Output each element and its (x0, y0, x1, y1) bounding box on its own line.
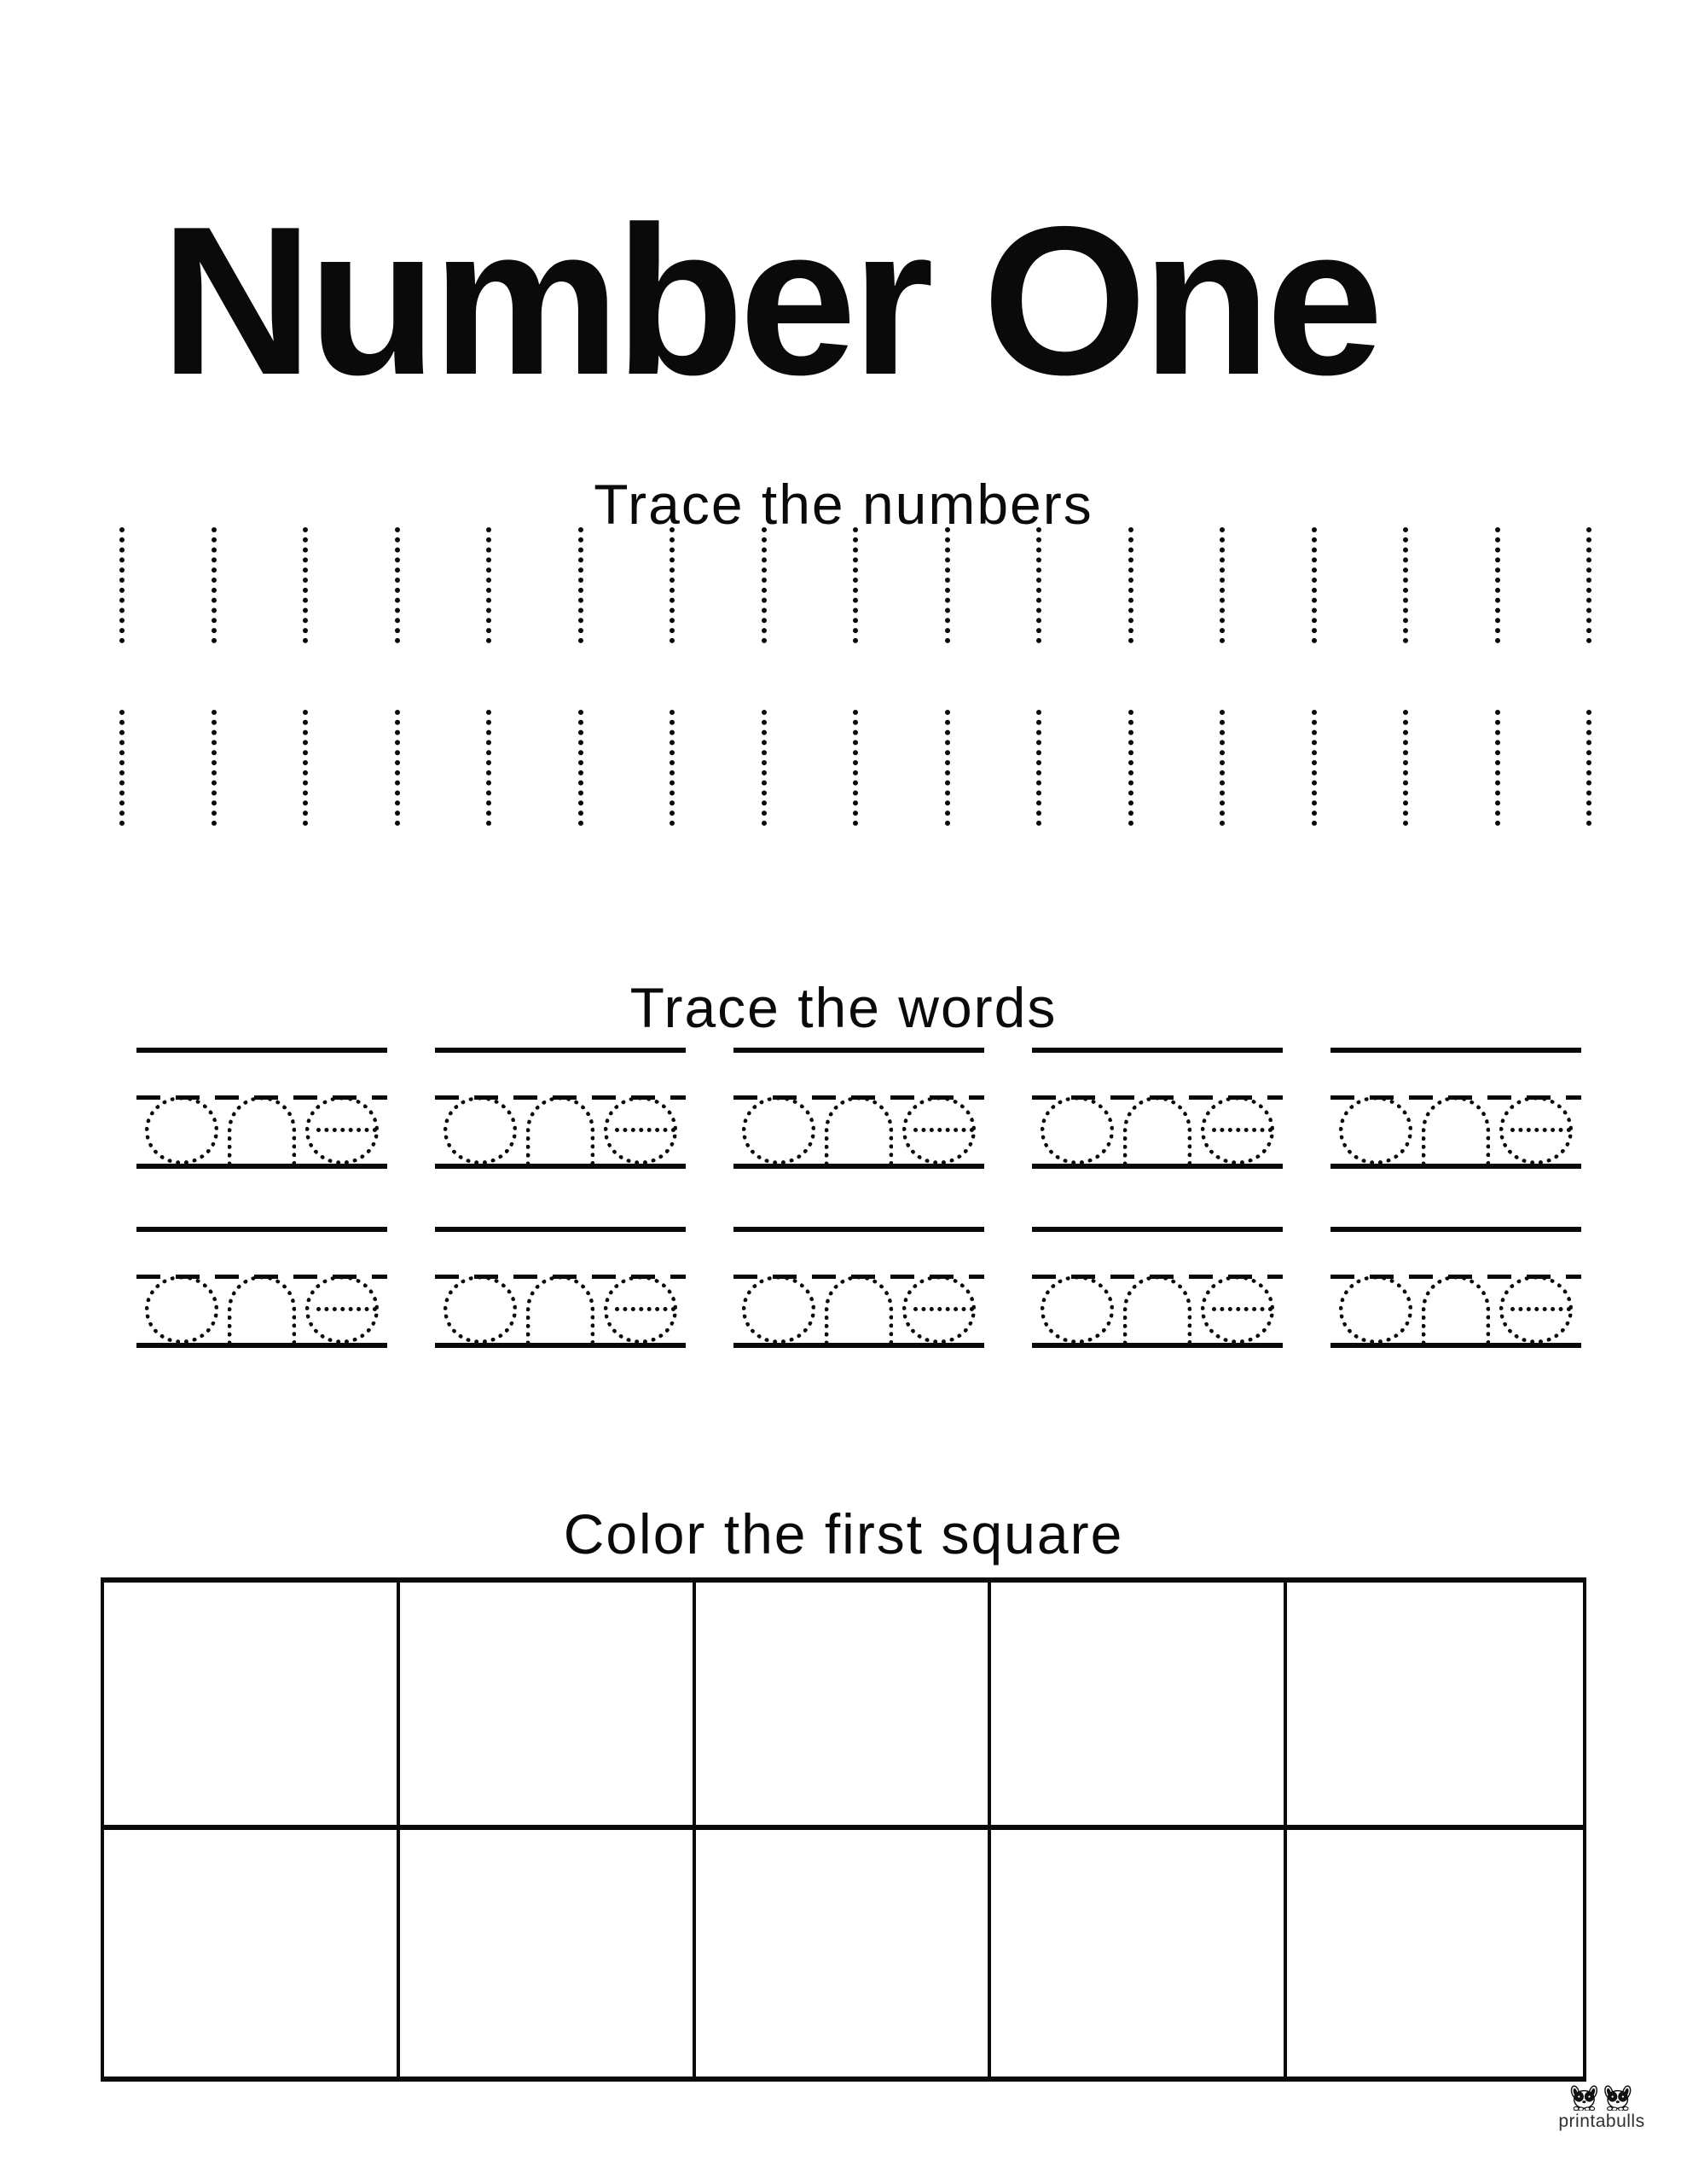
grid-square[interactable] (104, 1583, 400, 1830)
trace-number-line[interactable] (1403, 710, 1408, 826)
dotted-letter-n (1123, 1096, 1191, 1165)
trace-number-line[interactable] (1586, 710, 1591, 826)
writing-guide-top-line (1330, 1227, 1581, 1232)
dotted-word (138, 1275, 386, 1344)
dotted-letter-e (305, 1096, 379, 1165)
letter-e-bar (1510, 1128, 1571, 1132)
trace-number-line[interactable] (1036, 527, 1041, 643)
dotted-word (1034, 1096, 1281, 1165)
trace-word-cell[interactable] (435, 1048, 686, 1169)
trace-number-line[interactable] (395, 527, 400, 643)
writing-guide-top-line (1032, 1048, 1283, 1053)
word-trace-row (136, 1227, 1581, 1348)
dotted-letter-e (1499, 1275, 1573, 1344)
trace-number-line[interactable] (945, 710, 950, 826)
trace-number-line[interactable] (1495, 527, 1500, 643)
trace-number-line[interactable] (853, 710, 858, 826)
trace-word-cell[interactable] (136, 1048, 387, 1169)
writing-guide-bottom-line (733, 1164, 984, 1169)
dotted-letter-e (902, 1275, 976, 1344)
dotted-letter-o (742, 1096, 815, 1165)
trace-number-line[interactable] (303, 527, 308, 643)
writing-guide-top-line (1330, 1048, 1581, 1053)
trace-number-line[interactable] (395, 710, 400, 826)
dotted-letter-n (526, 1275, 594, 1344)
dotted-letter-o (1339, 1096, 1412, 1165)
trace-number-line[interactable] (1312, 710, 1317, 826)
dotted-letter-e (604, 1096, 677, 1165)
grid-square[interactable] (696, 1830, 992, 2077)
letter-e-bar (615, 1128, 675, 1132)
dotted-letter-n (825, 1096, 893, 1165)
trace-number-line[interactable] (945, 527, 950, 643)
writing-guide-top-line (136, 1048, 387, 1053)
letter-e-bar (615, 1307, 675, 1311)
trace-word-cell[interactable] (435, 1227, 686, 1348)
trace-number-line[interactable] (1220, 527, 1225, 643)
dotted-letter-o (443, 1096, 517, 1165)
dotted-letter-o (1339, 1275, 1412, 1344)
word-trace-row (136, 1048, 1581, 1169)
dotted-letter-n (1422, 1096, 1490, 1165)
trace-number-line[interactable] (670, 710, 675, 826)
trace-number-line[interactable] (853, 527, 858, 643)
dotted-letter-e (1499, 1096, 1573, 1165)
trace-word-cell[interactable] (1330, 1227, 1581, 1348)
grid-square[interactable] (1287, 1830, 1583, 2077)
number-trace-row (119, 527, 1591, 643)
grid-square[interactable] (696, 1583, 992, 1830)
trace-number-line[interactable] (1312, 527, 1317, 643)
dotted-letter-e (604, 1275, 677, 1344)
dotted-word (1332, 1275, 1580, 1344)
dotted-word (735, 1096, 983, 1165)
writing-guide-bottom-line (733, 1343, 984, 1348)
dotted-word (1332, 1096, 1580, 1165)
dotted-letter-e (1201, 1275, 1274, 1344)
writing-guide-bottom-line (136, 1343, 387, 1348)
letter-e-bar (316, 1307, 377, 1311)
writing-guide-bottom-line (136, 1164, 387, 1169)
dotted-letter-o (145, 1275, 218, 1344)
trace-number-line[interactable] (1220, 710, 1225, 826)
writing-guide-top-line (435, 1227, 686, 1232)
dotted-letter-e (305, 1275, 379, 1344)
words-section-heading: Trace the words (629, 975, 1058, 1039)
letter-e-bar (913, 1128, 974, 1132)
letter-e-bar (1212, 1307, 1272, 1311)
dotted-letter-n (825, 1275, 893, 1344)
trace-number-line[interactable] (119, 710, 125, 826)
writing-guide-bottom-line (435, 1343, 686, 1348)
dotted-letter-n (1123, 1275, 1191, 1344)
trace-number-line[interactable] (486, 710, 491, 826)
page-title: Number One (160, 182, 1379, 420)
bulldogs-logo-icon (1567, 2085, 1637, 2111)
trace-number-line[interactable] (1128, 527, 1133, 643)
letter-e-bar (1510, 1307, 1571, 1311)
trace-number-line[interactable] (1495, 710, 1500, 826)
letter-e-bar (1212, 1128, 1272, 1132)
dotted-letter-n (228, 1096, 296, 1165)
dotted-letter-o (1041, 1275, 1114, 1344)
dotted-letter-o (742, 1275, 815, 1344)
grid-section-heading: Color the first square (563, 1502, 1124, 1565)
dotted-word (1034, 1275, 1281, 1344)
trace-number-line[interactable] (578, 710, 583, 826)
grid-square[interactable] (104, 1830, 400, 2077)
trace-number-line[interactable] (486, 527, 491, 643)
writing-guide-top-line (1032, 1227, 1283, 1232)
trace-number-line[interactable] (212, 527, 217, 643)
trace-number-line[interactable] (578, 527, 583, 643)
printabulls-logo-text: printabulls (1558, 2111, 1645, 2131)
trace-word-cell[interactable] (1330, 1048, 1581, 1169)
trace-number-line[interactable] (762, 527, 767, 643)
writing-guide-top-line (136, 1227, 387, 1232)
trace-number-line[interactable] (1036, 710, 1041, 826)
grid-square[interactable] (991, 1830, 1287, 2077)
printabulls-logo (1554, 2085, 1649, 2130)
writing-guide-top-line (733, 1227, 984, 1232)
dotted-word (437, 1275, 684, 1344)
trace-number-line[interactable] (303, 710, 308, 826)
trace-number-line[interactable] (119, 527, 125, 643)
writing-guide-bottom-line (1032, 1343, 1283, 1348)
trace-number-line[interactable] (212, 710, 217, 826)
dotted-letter-e (902, 1096, 976, 1165)
dotted-letter-e (1201, 1096, 1274, 1165)
trace-word-cell[interactable] (1032, 1048, 1283, 1169)
dotted-letter-o (443, 1275, 517, 1344)
trace-word-cell[interactable] (1032, 1227, 1283, 1348)
writing-guide-bottom-line (1330, 1343, 1581, 1348)
trace-number-line[interactable] (762, 710, 767, 826)
trace-number-line[interactable] (670, 527, 675, 643)
trace-number-line[interactable] (1586, 527, 1591, 643)
dotted-word (735, 1275, 983, 1344)
writing-guide-top-line (733, 1048, 984, 1053)
grid-square[interactable] (1287, 1583, 1583, 1830)
letter-e-bar (316, 1128, 377, 1132)
dotted-letter-n (526, 1096, 594, 1165)
numbers-section-heading: Trace the numbers (594, 472, 1093, 536)
writing-guide-bottom-line (1330, 1164, 1581, 1169)
grid-square[interactable] (400, 1583, 696, 1830)
trace-number-line[interactable] (1128, 710, 1133, 826)
trace-word-cell[interactable] (733, 1048, 984, 1169)
color-grid (101, 1577, 1586, 2082)
dotted-word (138, 1096, 386, 1165)
dotted-letter-n (228, 1275, 296, 1344)
trace-number-line[interactable] (1403, 527, 1408, 643)
grid-square[interactable] (991, 1583, 1287, 1830)
trace-word-cell[interactable] (136, 1227, 387, 1348)
writing-guide-top-line (435, 1048, 686, 1053)
grid-square[interactable] (400, 1830, 696, 2077)
letter-e-bar (913, 1307, 974, 1311)
dotted-word (437, 1096, 684, 1165)
dotted-letter-o (145, 1096, 218, 1165)
writing-guide-bottom-line (435, 1164, 686, 1169)
writing-guide-bottom-line (1032, 1164, 1283, 1169)
number-trace-row (119, 710, 1591, 826)
dotted-letter-n (1422, 1275, 1490, 1344)
dotted-letter-o (1041, 1096, 1114, 1165)
trace-word-cell[interactable] (733, 1227, 984, 1348)
